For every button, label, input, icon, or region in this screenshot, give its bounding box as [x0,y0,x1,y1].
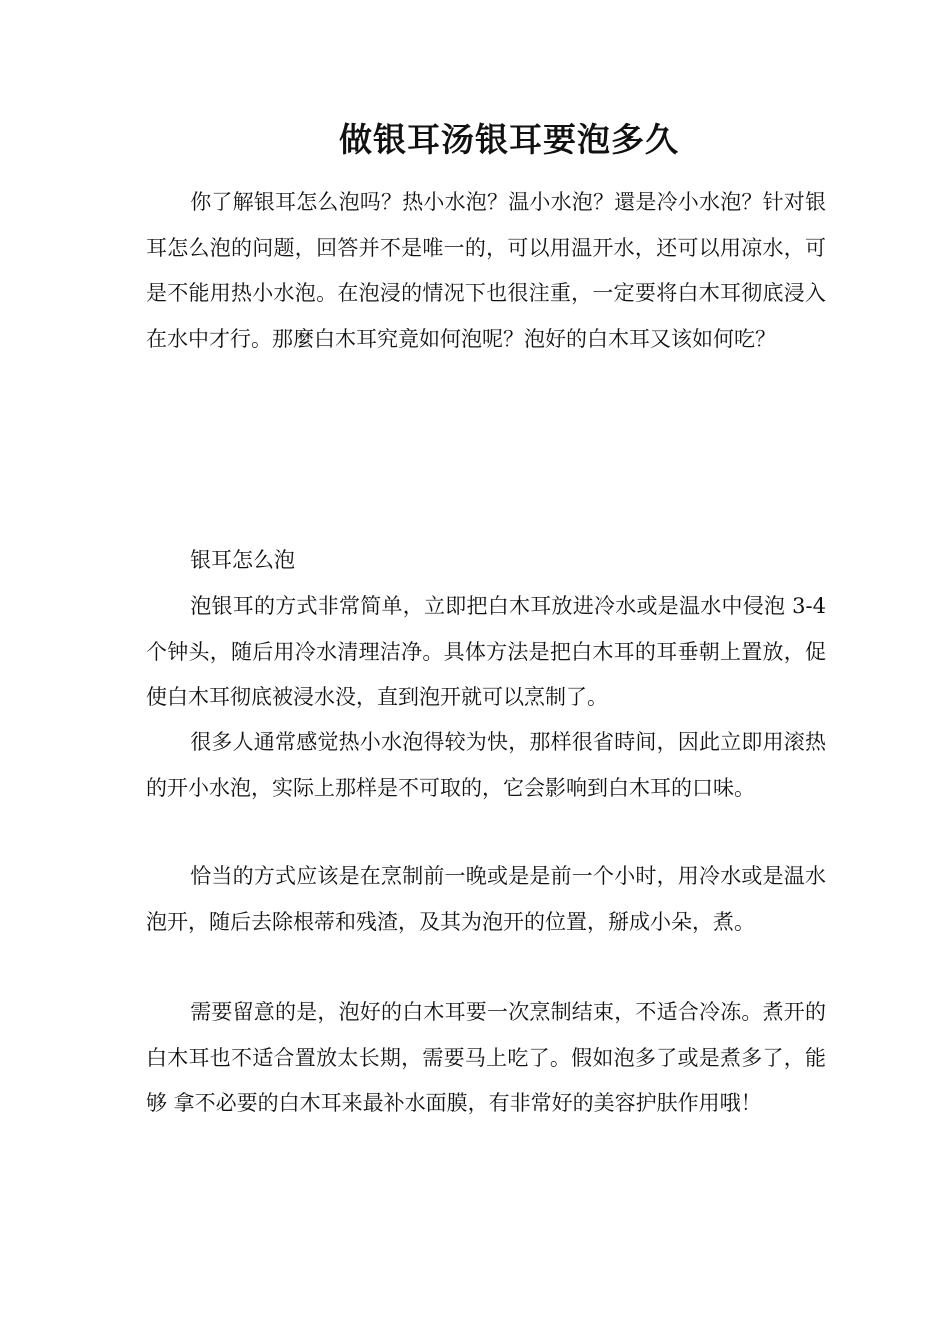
document-title: 做银耳汤银耳要泡多久 [339,120,679,159]
paragraph-intro-text: 你了解银耳怎么泡吗？热小水泡？温小水泡？還是冷小水泡？针对银耳怎么泡的问题，回答并不是唯一的，可以用温开水，还可以用凉水，可是不能用热小水泡。在泡浸的情况下也很注重，一定要将白木耳彻底浸入在水中才行。那麼白木耳究竟如何泡呢？泡好的白木耳又该如何吃？ [146,190,826,351]
paragraph-proper-way-text: 恰当的方式应该是在烹制前一晚或是是前一个小时，用冷水或是温水泡开，随后去除根蒂和残渣，及其为泡开的位置，掰成小朵，煮。 [146,864,826,934]
paragraph-proper-way [146,854,826,945]
paragraph-note-text: 需要留意的是，泡好的白木耳要一次烹制结束，不适合冷冻。煮开的白木耳也不适合置放太长期，需要马上吃了。假如泡多了或是煮多了，能够 拿不必要的白木耳来最补水面膜，有非常好的美容护肤作用哦！ [146,1000,826,1115]
paragraph-intro [146,180,826,362]
section-heading-text: 银耳怎么泡 [190,548,295,572]
paragraph-note [146,990,826,1127]
paragraph-method-text: 泡银耳的方式非常简单，立即把白木耳放进冷水或是温水中侵泡 3-4 个钟头，随后用冷水清理洁净。具体方法是把白木耳的耳垂朝上置放，促使白木耳彻底被浸水没，直到泡开就可以烹制了。 [146,594,826,709]
paragraph-hot-water [146,720,826,811]
paragraph-method [146,584,826,721]
paragraph-hot-water-text: 很多人通常感觉热小水泡得较为快，那样很省時间，因此立即用滚热的开小水泡，实际上那样是不可取的，它会影响到白木耳的口味。 [146,730,826,800]
section-heading [146,538,826,584]
